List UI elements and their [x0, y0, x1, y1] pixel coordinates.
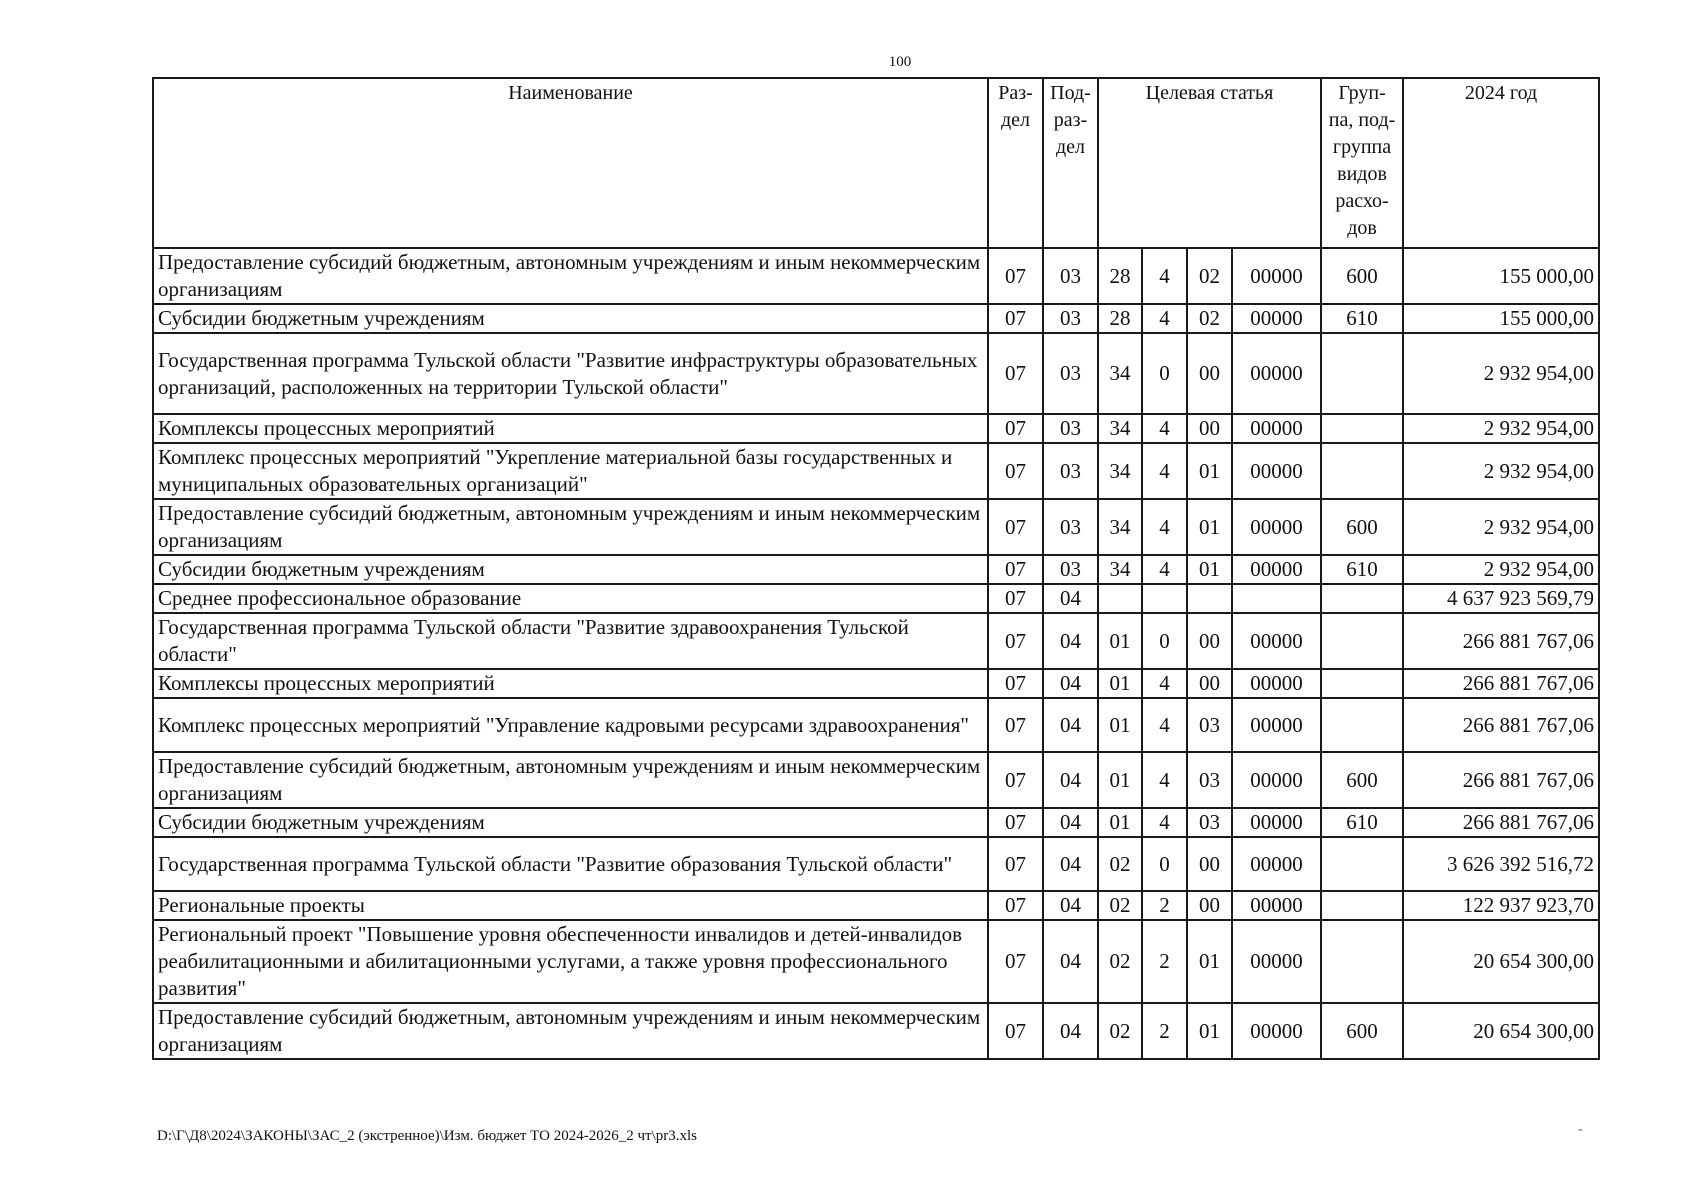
row-subsection: 03 [1043, 499, 1098, 555]
row-target-type: 4 [1142, 752, 1187, 808]
row-target-program: 34 [1098, 414, 1142, 443]
row-target-code: 00000 [1232, 499, 1321, 555]
row-target-direction: 03 [1187, 808, 1232, 837]
row-target-direction: 00 [1187, 669, 1232, 698]
row-name: Предоставление субсидий бюджетным, автономным учреждениям и иным некоммерческим организациям [153, 1003, 988, 1059]
table-row [153, 698, 1599, 752]
row-subsection: 04 [1043, 613, 1098, 669]
row-expense-group: 610 [1321, 555, 1403, 584]
row-expense-group: 600 [1321, 1003, 1403, 1059]
row-target-code: 00000 [1232, 248, 1321, 304]
row-amount: 2 932 954,00 [1403, 555, 1599, 584]
row-expense-group [1321, 584, 1403, 613]
table-row [153, 584, 1599, 613]
row-amount: 155 000,00 [1403, 304, 1599, 333]
table-row [153, 304, 1599, 333]
row-subsection: 04 [1043, 808, 1098, 837]
table-row [153, 891, 1599, 920]
row-name: Предоставление субсидий бюджетным, автономным учреждениям и иным некоммерческим организациям [153, 248, 988, 304]
row-subsection: 03 [1043, 555, 1098, 584]
row-amount: 266 881 767,06 [1403, 752, 1599, 808]
row-target-program: 28 [1098, 304, 1142, 333]
row-target-direction [1187, 584, 1232, 613]
footer-mark: - [1578, 1122, 1583, 1137]
row-amount: 266 881 767,06 [1403, 669, 1599, 698]
row-expense-group: 600 [1321, 499, 1403, 555]
row-target-code: 00000 [1232, 613, 1321, 669]
row-target-code: 00000 [1232, 698, 1321, 752]
row-target-direction: 01 [1187, 499, 1232, 555]
row-target-type: 2 [1142, 1003, 1187, 1059]
row-expense-group: 610 [1321, 808, 1403, 837]
row-section: 07 [988, 837, 1043, 891]
row-target-type: 2 [1142, 920, 1187, 1003]
row-name: Предоставление субсидий бюджетным, автономным учреждениям и иным некоммерческим организациям [153, 752, 988, 808]
row-target-direction: 00 [1187, 837, 1232, 891]
row-section: 07 [988, 752, 1043, 808]
row-target-program: 01 [1098, 613, 1142, 669]
row-expense-group [1321, 333, 1403, 414]
header-subsection: Под- раз- дел [1043, 78, 1098, 248]
row-subsection: 04 [1043, 584, 1098, 613]
row-amount: 266 881 767,06 [1403, 698, 1599, 752]
row-subsection: 04 [1043, 752, 1098, 808]
row-section: 07 [988, 920, 1043, 1003]
row-target-program: 02 [1098, 920, 1142, 1003]
row-subsection: 04 [1043, 920, 1098, 1003]
row-target-code: 00000 [1232, 752, 1321, 808]
row-subsection: 03 [1043, 333, 1098, 414]
row-target-type: 4 [1142, 304, 1187, 333]
row-target-type: 4 [1142, 248, 1187, 304]
row-target-type: 4 [1142, 443, 1187, 499]
row-target-program: 34 [1098, 555, 1142, 584]
row-section: 07 [988, 1003, 1043, 1059]
row-amount: 3 626 392 516,72 [1403, 837, 1599, 891]
row-subsection: 04 [1043, 837, 1098, 891]
row-name: Комплекс процессных мероприятий "Управление кадровыми ресурсами здравоохранения" [153, 698, 988, 752]
row-subsection: 03 [1043, 304, 1098, 333]
row-name: Комплексы процессных мероприятий [153, 414, 988, 443]
row-target-program: 28 [1098, 248, 1142, 304]
header-target: Целевая статья [1098, 78, 1321, 248]
row-target-type: 4 [1142, 808, 1187, 837]
row-section: 07 [988, 555, 1043, 584]
row-subsection: 04 [1043, 1003, 1098, 1059]
row-expense-group: 600 [1321, 248, 1403, 304]
row-name: Государственная программа Тульской области "Развитие образования Тульской области" [153, 837, 988, 891]
row-target-code: 00000 [1232, 304, 1321, 333]
row-target-type: 0 [1142, 333, 1187, 414]
row-target-code: 00000 [1232, 837, 1321, 891]
row-section: 07 [988, 248, 1043, 304]
budget-table [152, 77, 1600, 1060]
row-section: 07 [988, 443, 1043, 499]
row-target-type: 4 [1142, 555, 1187, 584]
header-section: Раз- дел [988, 78, 1043, 248]
row-target-direction: 01 [1187, 920, 1232, 1003]
row-target-code: 00000 [1232, 920, 1321, 1003]
header-name: Наименование [153, 78, 988, 248]
table-row [153, 333, 1599, 414]
row-amount: 2 932 954,00 [1403, 333, 1599, 414]
row-target-direction: 00 [1187, 333, 1232, 414]
row-section: 07 [988, 414, 1043, 443]
row-name: Предоставление субсидий бюджетным, автономным учреждениям и иным некоммерческим организациям [153, 499, 988, 555]
row-amount: 2 932 954,00 [1403, 443, 1599, 499]
row-subsection: 04 [1043, 669, 1098, 698]
row-expense-group: 610 [1321, 304, 1403, 333]
table-row [153, 752, 1599, 808]
row-target-direction: 03 [1187, 698, 1232, 752]
row-target-code: 00000 [1232, 1003, 1321, 1059]
row-target-code: 00000 [1232, 555, 1321, 584]
row-section: 07 [988, 499, 1043, 555]
table-row [153, 837, 1599, 891]
row-target-type: 0 [1142, 613, 1187, 669]
row-target-type: 2 [1142, 891, 1187, 920]
row-target-type: 4 [1142, 669, 1187, 698]
row-amount: 2 932 954,00 [1403, 499, 1599, 555]
row-amount: 2 932 954,00 [1403, 414, 1599, 443]
row-target-direction: 01 [1187, 443, 1232, 499]
row-target-code: 00000 [1232, 891, 1321, 920]
table-row [153, 669, 1599, 698]
row-target-code: 00000 [1232, 414, 1321, 443]
row-target-type: 4 [1142, 698, 1187, 752]
row-name: Субсидии бюджетным учреждениям [153, 808, 988, 837]
row-name: Региональные проекты [153, 891, 988, 920]
row-subsection: 03 [1043, 248, 1098, 304]
table-row [153, 443, 1599, 499]
header-row [153, 78, 1599, 248]
row-amount: 20 654 300,00 [1403, 1003, 1599, 1059]
row-target-type [1142, 584, 1187, 613]
row-target-type: 0 [1142, 837, 1187, 891]
row-target-code: 00000 [1232, 333, 1321, 414]
row-target-direction: 00 [1187, 891, 1232, 920]
row-section: 07 [988, 333, 1043, 414]
row-expense-group [1321, 443, 1403, 499]
row-target-program: 02 [1098, 891, 1142, 920]
row-name: Региональный проект "Повышение уровня обеспеченности инвалидов и детей-инвалидов реабилитационными и абилитационными услугами, а также уровня профессионального развития" [153, 920, 988, 1003]
row-subsection: 04 [1043, 698, 1098, 752]
row-section: 07 [988, 698, 1043, 752]
row-target-direction: 00 [1187, 613, 1232, 669]
row-target-direction: 02 [1187, 304, 1232, 333]
row-section: 07 [988, 613, 1043, 669]
row-expense-group [1321, 669, 1403, 698]
row-expense-group [1321, 613, 1403, 669]
table-row [153, 613, 1599, 669]
row-expense-group: 600 [1321, 752, 1403, 808]
row-amount: 20 654 300,00 [1403, 920, 1599, 1003]
row-target-program: 34 [1098, 499, 1142, 555]
row-section: 07 [988, 304, 1043, 333]
row-expense-group [1321, 414, 1403, 443]
table-row [153, 920, 1599, 1003]
row-target-program [1098, 584, 1142, 613]
row-name: Государственная программа Тульской области "Развитие здравоохранения Тульской области" [153, 613, 988, 669]
row-target-program: 01 [1098, 808, 1142, 837]
row-target-direction: 03 [1187, 752, 1232, 808]
row-section: 07 [988, 808, 1043, 837]
row-name: Комплекс процессных мероприятий "Укрепление материальной базы государственных и муниципальных образовательных организаций" [153, 443, 988, 499]
row-name: Среднее профессиональное образование [153, 584, 988, 613]
row-target-type: 4 [1142, 499, 1187, 555]
row-target-program: 34 [1098, 333, 1142, 414]
row-target-code: 00000 [1232, 808, 1321, 837]
table-row [153, 499, 1599, 555]
row-target-direction: 01 [1187, 555, 1232, 584]
row-target-direction: 02 [1187, 248, 1232, 304]
row-target-program: 01 [1098, 752, 1142, 808]
row-target-code: 00000 [1232, 443, 1321, 499]
page-number: 100 [888, 54, 912, 70]
row-target-direction: 00 [1187, 414, 1232, 443]
row-target-code: 00000 [1232, 669, 1321, 698]
row-amount: 266 881 767,06 [1403, 808, 1599, 837]
row-amount: 4 637 923 569,79 [1403, 584, 1599, 613]
table-row [153, 248, 1599, 304]
row-section: 07 [988, 584, 1043, 613]
row-amount: 266 881 767,06 [1403, 613, 1599, 669]
row-target-code [1232, 584, 1321, 613]
table-row [153, 1003, 1599, 1059]
row-target-type: 4 [1142, 414, 1187, 443]
row-subsection: 04 [1043, 891, 1098, 920]
table-row [153, 414, 1599, 443]
row-subsection: 03 [1043, 414, 1098, 443]
row-expense-group [1321, 920, 1403, 1003]
table-row [153, 808, 1599, 837]
row-section: 07 [988, 669, 1043, 698]
header-year: 2024 год [1403, 78, 1599, 248]
footer-file-path: D:\Г\Д8\2024\ЗАКОНЫ\ЗАС_2 (экстренное)\Изм. бюджет ТО 2024-2026_2 чт\pr3.xls [157, 1128, 697, 1144]
row-expense-group [1321, 698, 1403, 752]
row-expense-group [1321, 891, 1403, 920]
row-expense-group [1321, 837, 1403, 891]
header-group: Груп- па, под- группа видов расхо- дов [1321, 78, 1403, 248]
row-target-program: 02 [1098, 837, 1142, 891]
row-target-program: 34 [1098, 443, 1142, 499]
row-section: 07 [988, 891, 1043, 920]
row-amount: 122 937 923,70 [1403, 891, 1599, 920]
row-target-program: 01 [1098, 698, 1142, 752]
row-name: Субсидии бюджетным учреждениям [153, 304, 988, 333]
row-name: Государственная программа Тульской области "Развитие инфраструктуры образовательных организаций, расположенных на территории Тульской области" [153, 333, 988, 414]
row-amount: 155 000,00 [1403, 248, 1599, 304]
row-name: Субсидии бюджетным учреждениям [153, 555, 988, 584]
row-target-program: 01 [1098, 669, 1142, 698]
table-row [153, 555, 1599, 584]
row-name: Комплексы процессных мероприятий [153, 669, 988, 698]
row-subsection: 03 [1043, 443, 1098, 499]
row-target-program: 02 [1098, 1003, 1142, 1059]
row-target-direction: 01 [1187, 1003, 1232, 1059]
